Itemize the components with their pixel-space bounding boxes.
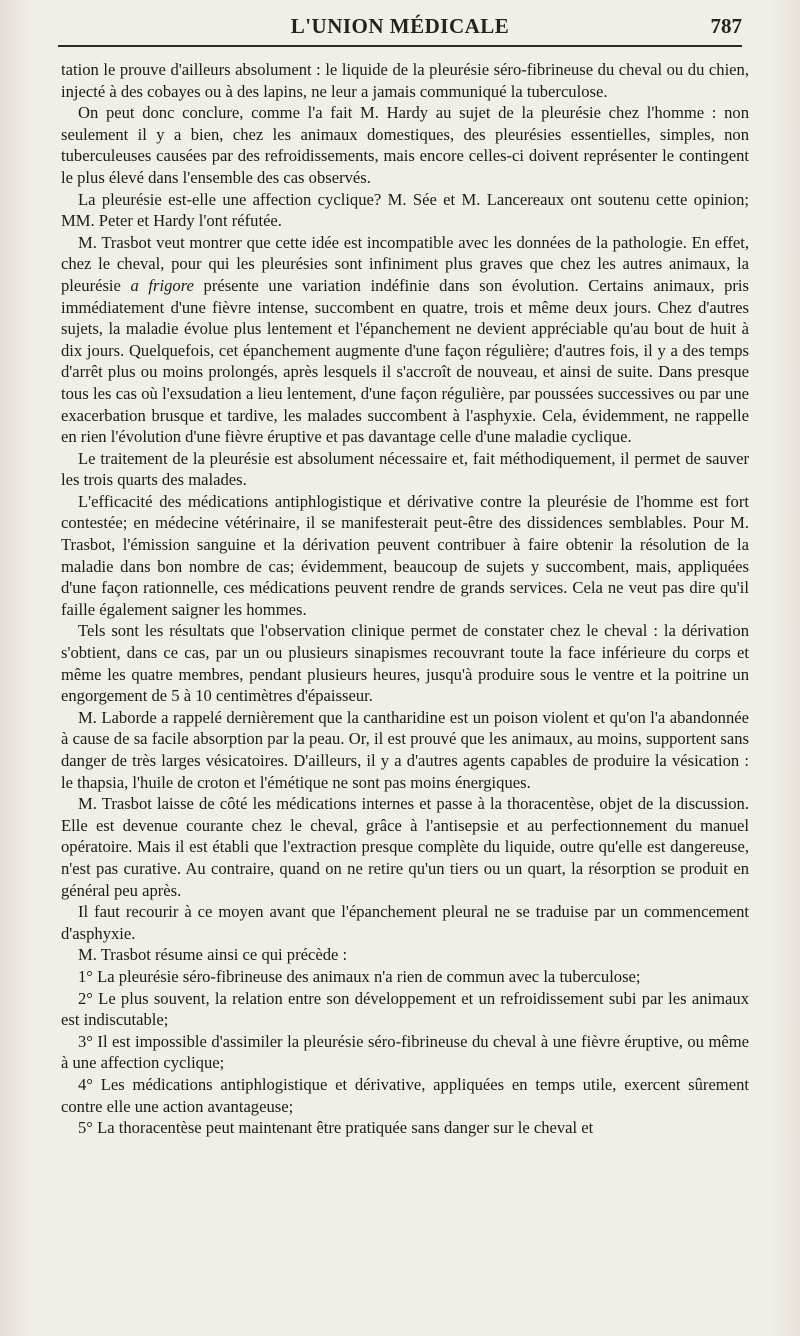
paragraph: Il faut recourir à ce moyen avant que l'épanchement pleural ne se traduise par un commencement d'asphyxie. [61, 902, 749, 943]
paragraph: La pleurésie est-elle une affection cyclique? M. Sée et M. Lancereaux ont soutenu cette opinion; MM. Peter et Hardy l'ont réfutée. [61, 189, 749, 231]
paragraph: tation le prouve d'ailleurs absolument : le liquide de la pleurésie séro-fibrineuse du cheval ou du chien, injecté à des cobayes ou à des lapins, ne leur a jamais communiqué la tuberculose. [61, 60, 749, 101]
paragraph-text: M. Trasbot veut montrer que cette idée est incompatible avec les données de la pathologie. En effet, chez le cheval, pour qui les pleurésies sont infiniment plus graves que chez les autres animaux, la pleurésie [61, 232, 749, 295]
header-rule [58, 45, 742, 47]
paragraph: M. Trasbot résume ainsi ce qui précède : [78, 945, 348, 965]
conclusion-item: 4° Les médications antiphlogistique et dérivative, appliquées en temps utile, exercent sûrement contre elle une action avantageuse; [61, 1074, 749, 1116]
paragraph [61, 232, 749, 448]
paragraph: L'efficacité des médications antiphlogistique et dérivative contre la pleurésie de l'homme est fort contestée; en médecine vétérinaire, il se manifesterait peut-être des dissidences semblables. Pour M. Trasbot, l'émission sanguine et la dérivation peuvent contribuer à faire obtenir la résolution de la maladie dans bon nombre de cas; évidemment, beaucoup de sujets y succombent, mais, appliquées d'une façon rationnelle, ces médications peuvent rendre de grands services. Cela ne veut pas dire qu'il faille également saigner les hommes. [61, 491, 749, 619]
conclusion-item: 5° La thoracentèse peut maintenant être pratiquée sans danger sur le cheval et [78, 1118, 594, 1138]
conclusion-item: 2° Le plus souvent, la relation entre son développement et un refroidissement subi par les animaux est indiscutable; [61, 988, 749, 1030]
paragraph: On peut donc conclure, comme l'a fait M. Hardy au sujet de la pleurésie chez l'homme : non seulement il y a bien, chez les animaux domestiques, des pleurésies essentielles, simples, non tuberculeuses causées par des refroidissements, mais encore celles-ci doivent représenter le contingent le plus élevé dans l'ensemble des cas observés. [61, 103, 749, 187]
running-head [58, 14, 742, 44]
conclusion-item: 3° Il est impossible d'assimiler la pleurésie séro-fibrineuse du cheval à une fièvre éruptive, ou même à une affection cyclique; [61, 1031, 749, 1073]
paragraph: Tels sont les résultats que l'observation clinique permet de constater chez le cheval : la dérivation s'obtient, dans ce cas, par un ou plusieurs sinapismes recouvrant toute la face inférieure du corps et même les quatre membres, pendant plusieurs heures, jusqu'à produire sous le ventre et la poitrine un engorgement de 5 à 10 centimètres d'épaisseur. [61, 621, 749, 706]
paragraph: M. Trasbot laisse de côté les médications internes et passe à la thoracentèse, objet de la discussion. Elle est devenue courante chez le cheval, grâce à l'antisepsie et au perfectionnement du manuel opératoire. Mais il est établi que l'extraction presque complète du liquide, outre qu'elle est dangereuse, n'est pas curative. Au contraire, quand on ne retire qu'un tiers ou un quart, la résorption se produit en général peu après. [61, 794, 749, 900]
paragraph: Le traitement de la pleurésie est absolument nécessaire et, fait méthodiquement, il permet de sauver les trois quarts des malades. [61, 448, 749, 490]
article-body [61, 59, 749, 1139]
journal-title: L'UNION MÉDICALE [290, 14, 510, 38]
conclusion-item: 1° La pleurésie séro-fibrineuse des animaux n'a rien de commun avec la tuberculose; [78, 966, 641, 986]
italic-term: a frigore [130, 275, 194, 295]
page-number: 787 [710, 14, 742, 38]
paragraph: M. Laborde a rappelé dernièrement que la cantharidine est un poison violent et qu'on l'a abandonnée à cause de sa facile absorption par la peau. Or, il est prouvé que les animaux, au moins, supportent sans danger de très larges vésicatoires. D'ailleurs, il y a d'autres agents capables de produire la vésication : le thapsia, l'huile de croton et l'émétique ne sont pas moins énergiques. [61, 707, 749, 792]
paragraph-text: présente une variation indéfinie dans son évolution. Certains animaux, pris immédiatement d'une fièvre intense, succombent en quatre, trois et même deux jours. Chez d'autres sujets, la maladie évolue plus lentement et l'épanchement ne devient appréciable qu'au bout de huit à dix jours. Quelquefois, cet épanchement augmente d'une façon régulière; d'autres fois, il y a des temps d'arrêt plus ou moins prolongés, après lesquels il s'accroît de nouveau, et ainsi de suite. Dans presque tous les cas où l'exsudation a lieu lentement, d'une façon régulière, par poussées successives ou par une exacerbation brusque et tardive, les malades succombent à l'asphyxie. Cela, évidemment, ne rappelle en rien l'évolution d'une fièvre éruptive et pas davantage celle d'une maladie cyclique. [61, 275, 749, 447]
